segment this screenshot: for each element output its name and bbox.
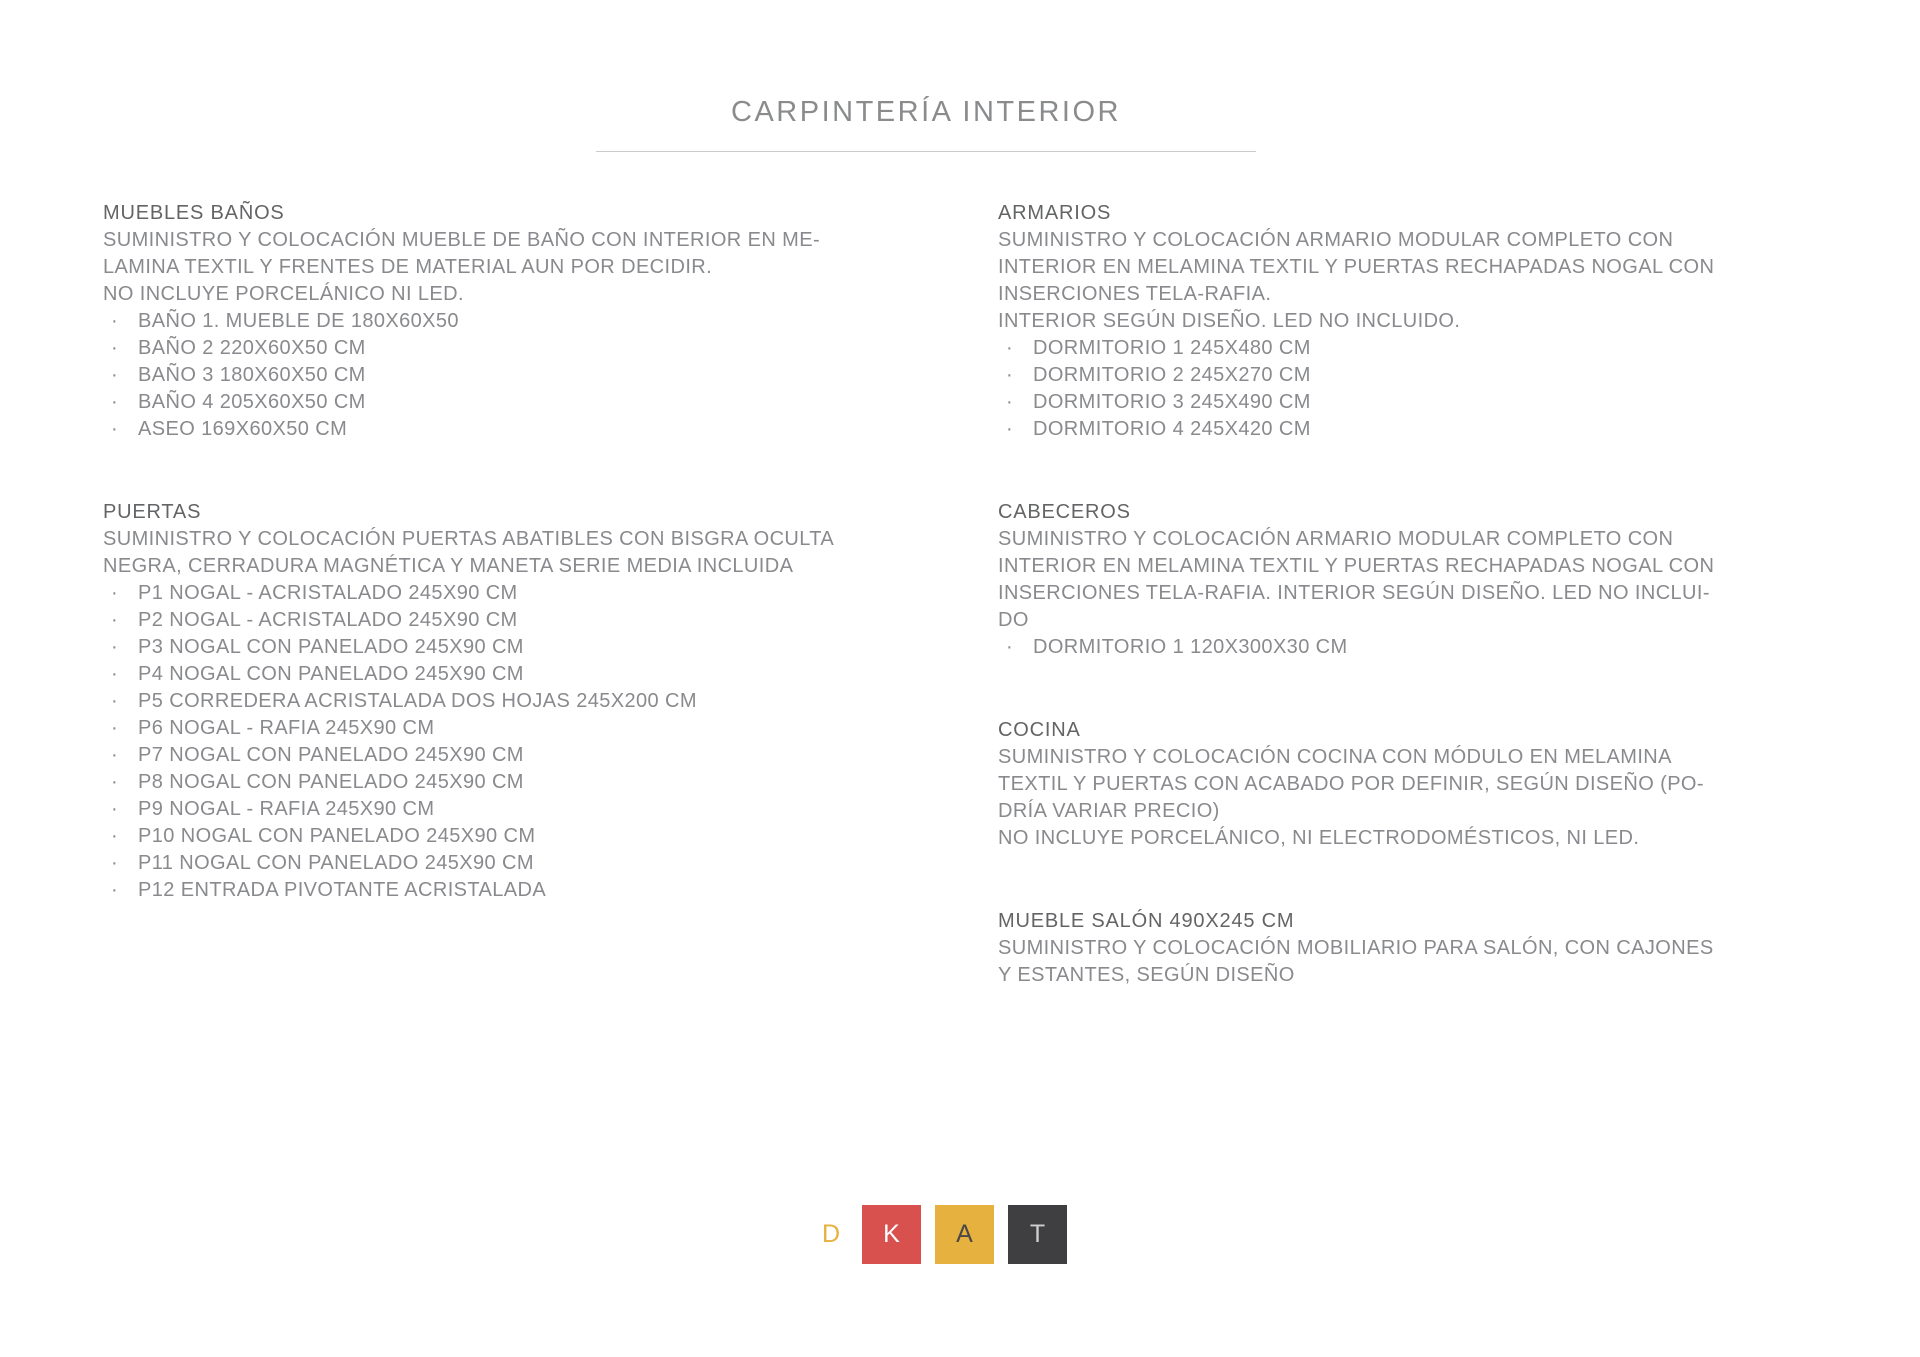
logo-letter-d: D xyxy=(821,1220,841,1248)
body-line: NO INCLUYE PORCELÁNICO NI LED. xyxy=(103,283,464,305)
body-line: NEGRA, CERRADURA MAGNÉTICA Y MANETA SERIE MEDIA INCLUIDA xyxy=(103,555,794,577)
list-item-text: DORMITORIO 4 245X420 CM xyxy=(1033,418,1311,440)
bullet-icon: · xyxy=(1006,337,1014,359)
body-line: TEXTIL Y PUERTAS CON ACABADO POR DEFINIR, SEGÚN DISEÑO (PO- xyxy=(998,773,1704,795)
section-heading: MUEBLE SALÓN 490X245 CM xyxy=(998,910,1295,932)
bullet-icon: · xyxy=(111,798,119,820)
bullet-icon: · xyxy=(111,771,119,793)
body-line: SUMINISTRO Y COLOCACIÓN ARMARIO MODULAR COMPLETO CON xyxy=(998,528,1674,550)
list-item xyxy=(103,715,963,742)
body-line: INTERIOR EN MELAMINA TEXTIL Y PUERTAS RECHAPADAS NOGAL CON xyxy=(998,256,1715,278)
list-item-text: P6 NOGAL - RAFIA 245X90 CM xyxy=(138,717,435,739)
list-item-text: P12 ENTRADA PIVOTANTE ACRISTALADA xyxy=(138,879,547,901)
list-item-text: P3 NOGAL CON PANELADO 245X90 CM xyxy=(138,636,524,658)
list-item-text: DORMITORIO 2 245X270 CM xyxy=(1033,364,1311,386)
list-item xyxy=(103,416,963,443)
logo-tile-k: K xyxy=(862,1205,921,1264)
list-item-text: ASEO 169X60X50 CM xyxy=(138,418,348,440)
list-item xyxy=(998,389,1858,416)
list-item xyxy=(998,362,1858,389)
bullet-icon: · xyxy=(111,582,119,604)
body-line: SUMINISTRO Y COLOCACIÓN MOBILIARIO PARA SALÓN, CON CAJONES xyxy=(998,937,1714,959)
list-item xyxy=(103,335,963,362)
bullet-icon: · xyxy=(111,418,119,440)
section-armarios xyxy=(998,200,1858,443)
list-item xyxy=(103,823,963,850)
logo-tile-t: T xyxy=(1008,1205,1067,1264)
bullet-icon: · xyxy=(111,310,119,332)
list-item-text: P8 NOGAL CON PANELADO 245X90 CM xyxy=(138,771,524,793)
left-column xyxy=(103,200,963,904)
list-item xyxy=(103,769,963,796)
list-item-text: DORMITORIO 1 245X480 CM xyxy=(1033,337,1311,359)
section-cocina xyxy=(998,717,1858,852)
list-item-text: P9 NOGAL - RAFIA 245X90 CM xyxy=(138,798,435,820)
bullet-icon: · xyxy=(111,852,119,874)
list-item-text: P11 NOGAL CON PANELADO 245X90 CM xyxy=(138,852,534,874)
bullet-icon: · xyxy=(111,391,119,413)
list-item xyxy=(103,661,963,688)
list-item xyxy=(103,607,963,634)
body-line: SUMINISTRO Y COLOCACIÓN MUEBLE DE BAÑO CON INTERIOR EN ME- xyxy=(103,229,820,251)
page-title: CARPINTERÍA INTERIOR xyxy=(731,96,1121,128)
body-line: DO xyxy=(998,609,1029,631)
bullet-icon: · xyxy=(1006,391,1014,413)
title-underline xyxy=(596,151,1256,152)
body-line: INTERIOR EN MELAMINA TEXTIL Y PUERTAS RECHAPADAS NOGAL CON xyxy=(998,555,1715,577)
list-item-text: P1 NOGAL - ACRISTALADO 245X90 CM xyxy=(138,582,518,604)
list-item xyxy=(998,335,1858,362)
body-line: Y ESTANTES, SEGÚN DISEÑO xyxy=(998,964,1295,986)
list-item xyxy=(103,308,963,335)
body-line: SUMINISTRO Y COLOCACIÓN COCINA CON MÓDULO EN MELAMINA xyxy=(998,746,1672,768)
list-item-text: BAÑO 2 220X60X50 CM xyxy=(138,337,366,359)
body-line: INSERCIONES TELA-RAFIA. INTERIOR SEGÚN DISEÑO. LED NO INCLUI- xyxy=(998,582,1710,604)
body-line: INTERIOR SEGÚN DISEÑO. LED NO INCLUIDO. xyxy=(998,310,1461,332)
list-item xyxy=(998,634,1858,661)
body-line: DRÍA VARIAR PRECIO) xyxy=(998,800,1220,822)
list-item xyxy=(103,362,963,389)
bullet-icon: · xyxy=(111,879,119,901)
section-heading: PUERTAS xyxy=(103,501,202,523)
bullet-icon: · xyxy=(111,744,119,766)
section-muebles-banos xyxy=(103,200,963,443)
list-item-text: BAÑO 3 180X60X50 CM xyxy=(138,364,366,386)
bullet-icon: · xyxy=(111,337,119,359)
section-heading: MUEBLES BAÑOS xyxy=(103,202,285,224)
list-item-text: P10 NOGAL CON PANELADO 245X90 CM xyxy=(138,825,536,847)
list-item-text: BAÑO 4 205X60X50 CM xyxy=(138,391,366,413)
section-mueble-salon xyxy=(998,908,1858,989)
section-heading: CABECEROS xyxy=(998,501,1131,523)
list-item xyxy=(103,796,963,823)
bullet-icon: · xyxy=(111,663,119,685)
dkat-logo xyxy=(814,1205,1067,1264)
list-item xyxy=(998,416,1858,443)
bullet-icon: · xyxy=(111,717,119,739)
list-item xyxy=(103,634,963,661)
body-line: NO INCLUYE PORCELÁNICO, NI ELECTRODOMÉSTICOS, NI LED. xyxy=(998,827,1640,849)
section-heading: COCINA xyxy=(998,719,1081,741)
body-line: LAMINA TEXTIL Y FRENTES DE MATERIAL AUN POR DECIDIR. xyxy=(103,256,713,278)
list-item xyxy=(103,877,963,904)
bullet-icon: · xyxy=(1006,364,1014,386)
list-item-text: P4 NOGAL CON PANELADO 245X90 CM xyxy=(138,663,524,685)
right-column xyxy=(998,200,1858,989)
logo-tile-a: A xyxy=(935,1205,994,1264)
section-puertas xyxy=(103,499,963,904)
bullet-icon: · xyxy=(111,636,119,658)
bullet-icon: · xyxy=(111,364,119,386)
list-item-text: DORMITORIO 3 245X490 CM xyxy=(1033,391,1311,413)
section-heading: ARMARIOS xyxy=(998,202,1112,224)
section-cabeceros xyxy=(998,499,1858,661)
list-item-text: DORMITORIO 1 120X300X30 CM xyxy=(1033,636,1348,658)
bullet-icon: · xyxy=(1006,636,1014,658)
list-item xyxy=(103,580,963,607)
bullet-icon: · xyxy=(111,609,119,631)
body-line: SUMINISTRO Y COLOCACIÓN PUERTAS ABATIBLES CON BISGRA OCULTA xyxy=(103,528,835,550)
list-item xyxy=(103,688,963,715)
bullet-icon: · xyxy=(111,825,119,847)
list-item xyxy=(103,742,963,769)
list-item-text: P5 CORREDERA ACRISTALADA DOS HOJAS 245X200 CM xyxy=(138,690,697,712)
list-item xyxy=(103,850,963,877)
body-line: SUMINISTRO Y COLOCACIÓN ARMARIO MODULAR COMPLETO CON xyxy=(998,229,1674,251)
list-item-text: P7 NOGAL CON PANELADO 245X90 CM xyxy=(138,744,524,766)
bullet-icon: · xyxy=(1006,418,1014,440)
list-item-text: BAÑO 1. MUEBLE DE 180X60X50 xyxy=(138,310,459,332)
list-item-text: P2 NOGAL - ACRISTALADO 245X90 CM xyxy=(138,609,518,631)
bullet-icon: · xyxy=(111,690,119,712)
list-item xyxy=(103,389,963,416)
body-line: INSERCIONES TELA-RAFIA. xyxy=(998,283,1272,305)
